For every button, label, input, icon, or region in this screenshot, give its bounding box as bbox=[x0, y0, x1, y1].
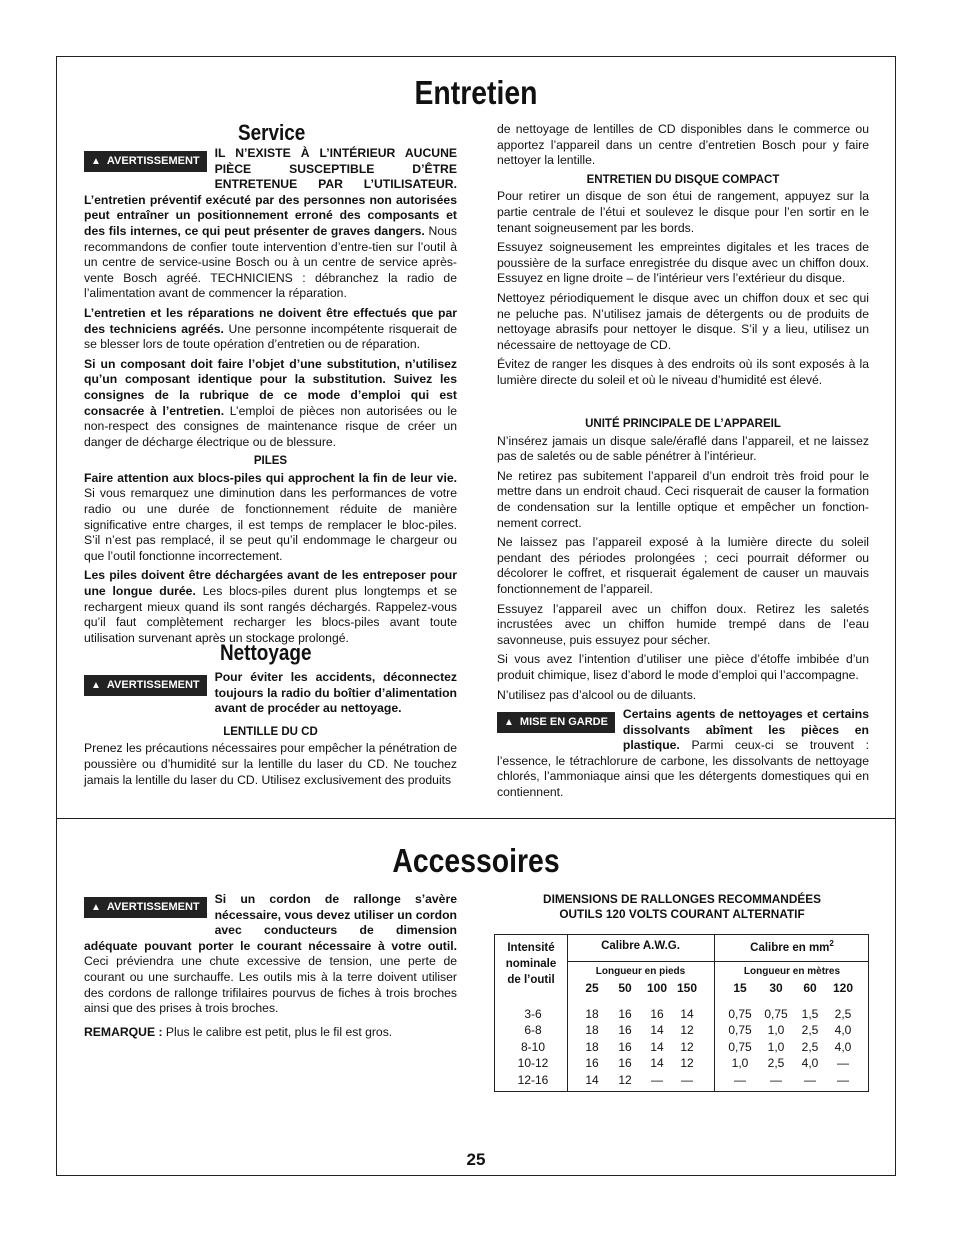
nettoyage-block bbox=[84, 670, 457, 792]
disque-heading: ENTRETIEN DU DISQUE COMPACT bbox=[586, 173, 780, 186]
table-cell: — bbox=[837, 1072, 849, 1087]
mm-length-header: 120 bbox=[832, 981, 854, 995]
accessoires-warning: ▲ AVERTISSEMENT Si un cordon de rallonge s’avère nécessaire, vous devez utiliser un cordon avec conducteurs de dimension adéquate pouvant porter le courant nécessaire à votre outil. Ceci préviendra une chute excessive de tension, une perte de courant ou une surchauffe. Les outils mis à la terre doivent utiliser des cordons de rallonge trifilaires pourvus de fiches à trois broches ainsi que des prises à trois broches. bbox=[84, 892, 457, 1016]
nettoyage-warning: ▲ AVERTISSEMENT Pour éviter les accidents, déconnectez toujours la radio du boîtier d’alimentation avant de procéder au nettoyage. bbox=[84, 670, 457, 717]
service-paragraph-2: L’entretien et les réparations ne doivent être effectués que par des techniciens agréés. Une personne incompétente risquerait de se blesser lors de toute opération d’entretien ou de réparation. bbox=[84, 305, 457, 352]
table-cell: 16 bbox=[650, 1007, 664, 1021]
table-cell: 16 bbox=[585, 1056, 599, 1071]
warning-triangle-icon: ▲ bbox=[504, 717, 514, 729]
table-cell: 12 bbox=[618, 1072, 632, 1087]
mm-column bbox=[821, 1006, 865, 1088]
unite-caution: ▲ MISE EN GARDE Certains agents de nettoyages et certains dissolvants abîment les pièces en plastique. Parmi ceux-ci se trouvent : l’essence, le tétrachlorure de carbone, les dissolvants de nettoyage chlorés, l’ammoniaque ainsi que les détergents domestiques qui en contiennent. bbox=[497, 707, 869, 800]
table-cell: 8-10 bbox=[520, 1039, 546, 1054]
table-cell: 10-12 bbox=[517, 1056, 549, 1071]
service-warning bbox=[84, 146, 457, 302]
table-cell: — bbox=[651, 1072, 663, 1087]
service-warning-text: Nous recommandons de confier toute intervention d’entre-tien sur l’outil à un centre de service-usine Bosch ou à un centre de service après-vente Bosch agréé. TECHNICIENS : débranchez la radio de l’alimentation avant de commencer la réparation. bbox=[84, 223, 457, 301]
unite-paragraph-3: Ne laissez pas l’appareil exposé à la lumière directe du soleil pendant des périodes prolongées ; ceci pourrait déformer ou décolorer le coffret, et risquerait également de causer un mauvais fonctionnement de l’appareil. bbox=[497, 535, 869, 596]
accessoires-title: Accessoires bbox=[392, 842, 560, 879]
mm-length-header: 30 bbox=[769, 981, 783, 995]
table-cell: 14 bbox=[650, 1023, 664, 1038]
col-header-awg: Calibre A.W.G. bbox=[601, 940, 680, 952]
table-cell: 4,0 bbox=[801, 1056, 819, 1071]
ratings-column bbox=[511, 1006, 555, 1088]
table-cell: 16 bbox=[618, 1007, 632, 1021]
service-warning-bold: IL N’EXISTE À L’INTÉRIEUR AUCUNE PIÈCE SUSCEPTIBLE D’ÊTRE ENTRETENUE PAR L’UTILISATEUR. L’entretien préventif exécuté par des personnes non autorisées peut entraîner un positionnement erroné des composants et des fils internes, ce qui peut présenter de graves dangers. bbox=[84, 146, 457, 238]
unite-paragraph-4: Essuyez l’appareil avec un chiffon doux. Retirez les saletés incrustées avec un chiffon humide trempé dans de l’eau savonneuse, puis essuyez pour sécher. bbox=[497, 601, 869, 647]
service-heading: Service bbox=[238, 120, 306, 145]
table-cell: 14 bbox=[680, 1007, 694, 1021]
awg-length-header: 25 bbox=[585, 981, 599, 995]
section-divider bbox=[56, 818, 896, 819]
table-cell: 18 bbox=[585, 1023, 599, 1038]
table-cell: 0,75 bbox=[764, 1007, 788, 1021]
table-cell: 6-8 bbox=[524, 1023, 542, 1038]
warning-badge: ▲ AVERTISSEMENT bbox=[84, 151, 207, 172]
table-cell: 12-16 bbox=[517, 1072, 549, 1087]
table-cell: 2,5 bbox=[801, 1023, 819, 1038]
table-cell: — bbox=[837, 1056, 849, 1071]
accessoires-block bbox=[84, 892, 457, 1044]
table-cell: 3-6 bbox=[524, 1007, 542, 1021]
nettoyage-heading: Nettoyage bbox=[220, 640, 312, 665]
mm-subheader: Longueur en mètres bbox=[743, 966, 841, 977]
table-cell: 14 bbox=[650, 1039, 664, 1054]
caution-badge: ▲ MISE EN GARDE bbox=[497, 712, 615, 733]
awg-length-header: 100 bbox=[646, 981, 668, 995]
table-cell: 12 bbox=[680, 1039, 694, 1054]
table-cell: 0,75 bbox=[728, 1023, 752, 1038]
warning-triangle-icon: ▲ bbox=[91, 680, 101, 691]
mm-length-header: 15 bbox=[733, 981, 747, 995]
unite-paragraph-1: N’insérez jamais un disque sale/éraflé dans l’appareil, et ne laissez pas de saletés ou de sable pénétrer à l’intérieur. bbox=[497, 433, 869, 464]
left-column bbox=[84, 146, 457, 650]
unite-paragraph-6: N’utilisez pas d’alcool ou de diluants. bbox=[497, 687, 697, 702]
extension-cord-table bbox=[494, 934, 869, 1092]
warning-triangle-icon: ▲ bbox=[91, 156, 101, 167]
table-cell: 2,5 bbox=[834, 1007, 852, 1021]
unite-paragraph-2: Ne retirez pas subitement l’appareil d’un endroit très froid pour le mettre dans un endroit chaud. Ceci risquerait de causer la formation de condensation sur la lentille optique et empêcher un fonction-nement correct. bbox=[497, 468, 869, 530]
table-cell: 12 bbox=[680, 1023, 694, 1038]
disque-paragraph-1: Pour retirer un disque de son étui de rangement, appuyez sur la partie centrale de l’étui et soulevez le disque pour l’en sortir en le tenant soigneusement par les bords. bbox=[497, 189, 869, 235]
awg-subheader: Longueur en pieds bbox=[595, 966, 686, 977]
mm-length-header: 60 bbox=[803, 981, 817, 995]
awg-length-header: 150 bbox=[676, 981, 698, 995]
warning-badge: ▲ AVERTISSEMENT bbox=[84, 675, 207, 696]
service-paragraph-3: Si un composant doit faire l’objet d’une substitution, n’utilisez qu’un composant identique pour la substitution. Suivez les consignes de la rubrique de ce mode d’emploi qui est consacrée à l’entretien. L’emploi de pièces non autorisées ou le non-respect des consignes de maintenance risque de créer un danger de décharge électrique ou de blessure. bbox=[84, 356, 458, 449]
piles-paragraph-2: Les piles doivent être déchargées avant de les entreposer pour une longue durée. Les blocs-piles durent plus longtemps et se rechargent mieux quand ils sont rangés déchargés. Rappelez-vous qu’il faut complètement recharger les blocs-piles avant toute utilisation survenant après un stockage prolongé. bbox=[84, 568, 457, 645]
table-cell: 4,0 bbox=[834, 1039, 852, 1054]
table-title-line-2: OUTILS 120 VOLTS COURANT ALTERNATIF bbox=[559, 907, 805, 921]
warning-badge: ▲ AVERTISSEMENT bbox=[84, 897, 207, 918]
table-cell: 18 bbox=[585, 1039, 599, 1054]
unite-heading: UNITÉ PRINCIPALE DE L’APPAREIL bbox=[585, 418, 781, 430]
table-cell: 1,5 bbox=[801, 1007, 819, 1021]
table-cell: 2,5 bbox=[801, 1039, 819, 1054]
piles-heading: PILES bbox=[253, 455, 288, 468]
table-cell: 14 bbox=[585, 1072, 599, 1087]
table-cell: 1,0 bbox=[767, 1023, 785, 1038]
table-cell: 4,0 bbox=[834, 1023, 852, 1038]
lentille-paragraph-cont: de nettoyage de lentilles de CD disponibles dans le commerce ou apportez l’appareil dans un centre d’entretien Bosch pour y faire nettoyer la lentille. bbox=[497, 122, 869, 168]
remarque: REMARQUE : Plus le calibre est petit, plus le fil est gros. bbox=[84, 1024, 393, 1039]
table-cell: — bbox=[804, 1072, 816, 1087]
disque-paragraph-2: Essuyez soigneusement les empreintes digitales et les traces de poussière de la surface enregistrée du disque avec un chiffon doux. Essuyez en ligne droite – de l’intérieur vers l’extérieur du disque. bbox=[497, 240, 869, 286]
lentille-paragraph: Prenez les précautions nécessaires pour empêcher la pénétration de poussière ou d’humidité sur la lentille du laser du CD. Ne touchez jamais la lentille du laser du CD. Utilisez exclusivement des produits bbox=[84, 741, 457, 787]
table-cell: — bbox=[770, 1072, 782, 1087]
piles-paragraph-1: Faire attention aux blocs-piles qui approchent la fin de leur vie. Si vous remarquez une diminution dans les performances de votre radio ou une durée de fonctionnement réduite de manière significative entre charges, il est temps de remplacer le bloc-piles. S’il n’est pas remplacé, il se peut qu’il endommage le chargeur ou que l’outil fonctionne incorrectement. bbox=[84, 470, 457, 563]
table-cell: 14 bbox=[650, 1056, 664, 1071]
awg-column bbox=[665, 1006, 709, 1088]
warning-triangle-icon: ▲ bbox=[91, 902, 101, 913]
table-title bbox=[495, 892, 869, 922]
table-cell: 12 bbox=[680, 1056, 694, 1071]
table-cell: 16 bbox=[618, 1039, 632, 1054]
table-cell: 1,0 bbox=[767, 1039, 785, 1054]
table-cell: 2,5 bbox=[767, 1056, 785, 1071]
disque-paragraph-4: Évitez de ranger les disques à des endroits où ils sont exposés à la lumière directe du soleil et où le niveau d’humidité est élevé. bbox=[497, 357, 869, 387]
col-header-intensity: Intensité nominale de l’outil bbox=[505, 942, 557, 986]
table-cell: 18 bbox=[585, 1007, 599, 1021]
right-column bbox=[497, 122, 869, 393]
table-cell: — bbox=[734, 1072, 746, 1087]
unite-paragraph-5: Si vous avez l’intention d’utiliser une pièce d’étoffe imbibée d’un produit chimique, lisez d’abord le mode d’emploi qui l’accompagne. bbox=[497, 652, 869, 682]
col-header-mm: Calibre en $mm^2$ bbox=[750, 939, 834, 954]
table-cell: 16 bbox=[618, 1023, 632, 1038]
table-cell: — bbox=[681, 1072, 693, 1087]
disque-paragraph-3: Nettoyez périodiquement le disque avec un chiffon doux et sec qui ne peluche pas. N’utilisez jamais de détergents ou de produits de nettoyage abrasifs pour nettoyer le disque. S’il y a lieu, utilisez un nécessaire de nettoyage de CD. bbox=[497, 290, 869, 352]
table-cell: 16 bbox=[618, 1056, 632, 1071]
table-cell: 0,75 bbox=[728, 1007, 752, 1021]
lentille-heading: LENTILLE DU CD bbox=[223, 725, 318, 738]
unite-block bbox=[497, 413, 869, 805]
page-number: 25 bbox=[466, 1150, 486, 1169]
table-title-line-1: DIMENSIONS DE RALLONGES RECOMMANDÉES bbox=[543, 892, 821, 906]
table-cell: 1,0 bbox=[731, 1056, 749, 1071]
awg-length-header: 50 bbox=[618, 981, 632, 995]
entretien-title: Entretien bbox=[414, 74, 538, 111]
table-cell: 0,75 bbox=[728, 1039, 752, 1054]
